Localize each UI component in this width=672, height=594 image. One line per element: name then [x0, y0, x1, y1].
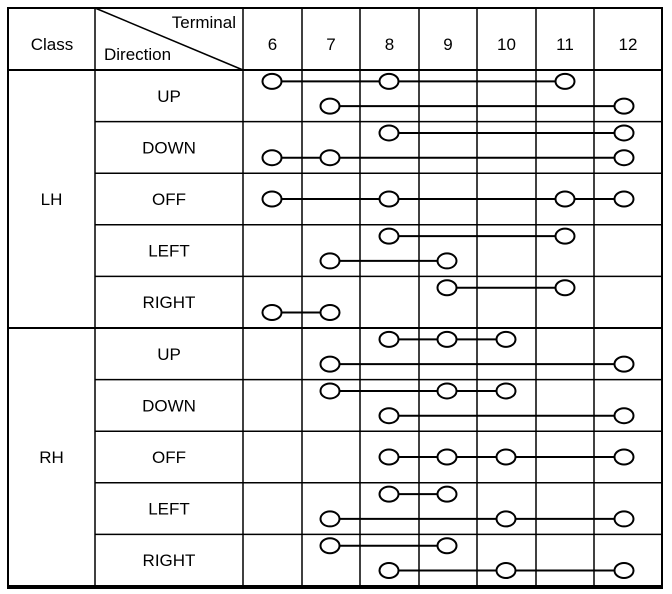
terminal-node-11	[556, 280, 575, 295]
terminal-node-8	[380, 408, 399, 423]
terminal-node-10	[497, 383, 516, 398]
terminal-node-8	[380, 192, 399, 207]
terminal-node-9	[438, 383, 457, 398]
terminal-header-8: 8	[384, 35, 395, 54]
terminal-node-9	[438, 280, 457, 295]
terminal-nodes	[263, 74, 634, 578]
direction-label: OFF	[152, 448, 186, 467]
terminal-node-12	[615, 563, 634, 578]
terminal-node-8	[380, 125, 399, 140]
terminal-node-12	[615, 125, 634, 140]
table-border	[8, 8, 662, 588]
table-grid	[8, 8, 662, 588]
terminal-node-6	[263, 74, 282, 89]
terminal-node-7	[321, 538, 340, 553]
terminal-node-8	[380, 563, 399, 578]
terminal-node-10	[497, 563, 516, 578]
direction-label: RIGHT	[142, 293, 196, 313]
terminal-node-7	[321, 99, 340, 114]
terminal-node-7	[321, 383, 340, 398]
terminal-node-9	[438, 487, 457, 502]
terminal-node-11	[556, 192, 575, 207]
terminal-header-9: 9	[443, 35, 453, 54]
terminal-node-7	[321, 357, 340, 372]
terminal-node-12	[615, 357, 634, 372]
terminal-header: Terminal	[171, 13, 236, 32]
terminal-node-8	[380, 74, 399, 89]
terminal-node-11	[556, 74, 575, 89]
terminal-node-6	[263, 150, 282, 165]
terminal-node-10	[497, 332, 516, 347]
terminal-node-9	[438, 253, 457, 268]
terminal-header-6: 6	[267, 35, 278, 54]
direction-label: UP	[157, 86, 181, 106]
class-header: Class	[30, 35, 74, 54]
direction-label: LEFT	[148, 241, 190, 261]
direction-label: UP	[157, 344, 181, 364]
terminal-node-8	[380, 487, 399, 502]
table-labels	[31, 13, 638, 570]
terminal-header-10: 10	[497, 35, 516, 54]
terminal-node-10	[497, 450, 516, 465]
direction-header: Direction	[104, 45, 172, 64]
direction-label: DOWN	[142, 138, 196, 158]
terminal-node-12	[615, 408, 634, 423]
terminal-node-7	[321, 511, 340, 526]
direction-label: OFF	[152, 190, 186, 209]
terminal-node-10	[497, 511, 516, 526]
class-label: LH	[40, 190, 63, 209]
terminal-header-11: 11	[556, 35, 574, 54]
terminal-node-7	[321, 305, 340, 320]
terminal-node-12	[615, 99, 634, 114]
terminal-node-6	[263, 305, 282, 320]
terminal-node-12	[615, 450, 634, 465]
direction-label: RIGHT	[142, 551, 196, 571]
terminal-node-12	[615, 150, 634, 165]
terminal-node-9	[438, 450, 457, 465]
direction-label: DOWN	[142, 396, 196, 416]
terminal-node-12	[615, 511, 634, 526]
terminal-node-8	[380, 332, 399, 347]
terminal-node-7	[321, 253, 340, 268]
terminal-node-6	[263, 192, 282, 207]
terminal-node-9	[438, 332, 457, 347]
terminal-node-12	[615, 192, 634, 207]
terminal-node-8	[380, 450, 399, 465]
terminal-node-7	[321, 150, 340, 165]
terminal-node-8	[380, 229, 399, 244]
terminal-node-9	[438, 538, 457, 553]
direction-label: LEFT	[148, 499, 190, 519]
class-label: RH	[39, 448, 64, 467]
terminal-header-12: 12	[618, 35, 638, 54]
terminal-header-7: 7	[326, 35, 336, 54]
terminal-node-11	[556, 229, 575, 244]
